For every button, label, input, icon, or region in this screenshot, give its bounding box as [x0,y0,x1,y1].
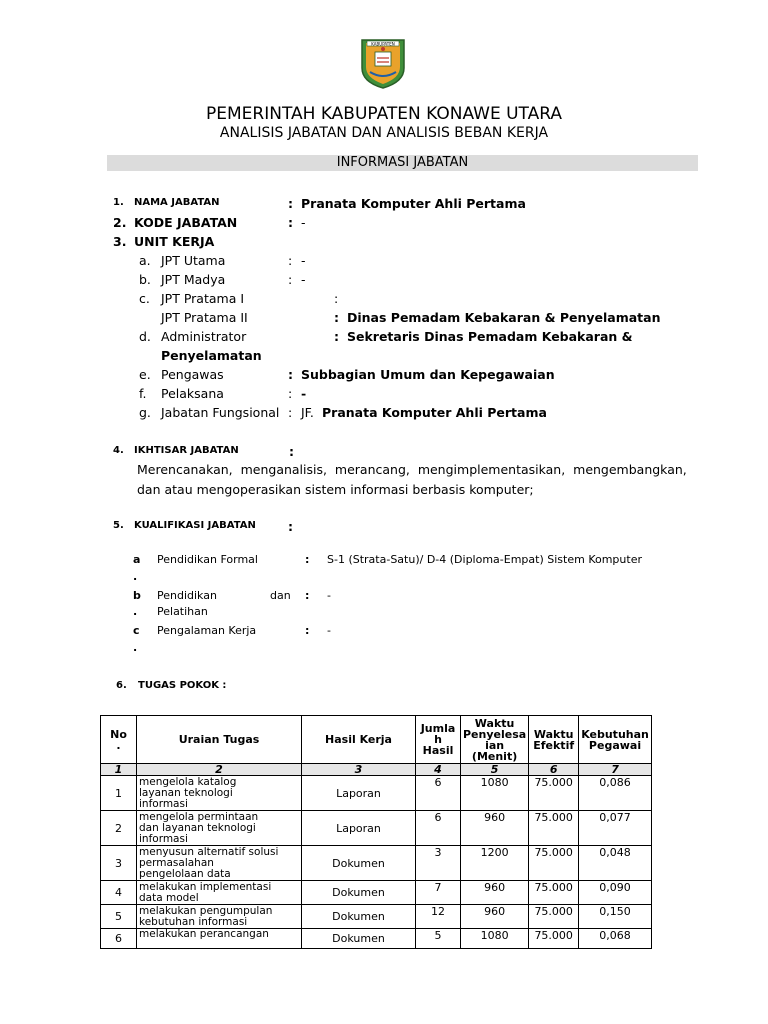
colon: : [288,272,293,287]
row-jumlah: 6 [416,776,461,811]
row-hasil: Dokumen [302,929,416,949]
sub-letter: d. [139,329,151,344]
row-efektif: 75.000 [529,905,579,929]
pengalaman-label: Pengalaman Kerja [157,624,257,637]
row-uraian: mengelola katalog layanan teknologi informasi [137,776,302,811]
row-kebutuhan: 0,048 [579,846,652,881]
tugas-pokok-table [100,715,652,949]
administrator-value: Sekretaris Dinas Pemadam Kebakaran & [347,329,633,344]
item-number: 6. [116,680,127,691]
row-uraian: menyusun alternatif solusi permasalahan pengelolaan data [137,846,302,881]
row-hasil: Dokumen [302,881,416,905]
row-kebutuhan: 0,090 [579,881,652,905]
row-efektif: 75.000 [529,776,579,811]
sub-letter: b. [139,272,151,287]
pengalaman-value: - [327,624,331,637]
fungsional-value: Pranata Komputer Ahli Pertama [322,405,547,420]
jpt-utama-value: - [301,253,306,268]
row-waktu: 960 [461,881,529,905]
table-row [101,905,652,929]
sub-letter: b [133,589,141,602]
table-row [101,776,652,811]
colon: : [288,405,293,420]
document-subtitle: ANALISIS JABATAN DAN ANALISIS BEBAN KERJA [219,125,549,141]
sub-letter: c [133,624,140,637]
ikhtisar-line-2: dan atau mengoperasikan sistem informasi berbasis komputer; [137,482,534,497]
row-uraian: mengelola permintaan dan layanan teknologi informasi [137,811,302,846]
colon: : [305,553,310,566]
sub-letter: c. [139,291,150,306]
row-kebutuhan: 0,068 [579,929,652,949]
pendidikan-pelatihan-label-mid: dan [270,589,291,602]
jpt-pratama-2-value: Dinas Pemadam Kebakaran & Penyelamatan [347,310,661,325]
ikhtisar-label: IKHTISAR JABATAN [134,445,239,456]
colon: : [288,215,293,230]
administrator-label: Administrator [161,329,247,344]
pendidikan-pelatihan-label-2: Pelatihan [157,605,208,618]
tugas-pokok-label: TUGAS POKOK : [138,680,227,691]
kabupaten-logo [356,34,410,90]
administrator-value-cont: Penyelamatan [161,348,262,363]
item-number: 3. [113,234,127,249]
sub-letter: e. [139,367,151,382]
jpt-pratama-1-label: JPT Pratama I [161,291,245,306]
row-efektif: 75.000 [529,846,579,881]
row-waktu: 960 [461,905,529,929]
row-waktu: 1080 [461,929,529,949]
fungsional-label: Jabatan Fungsional [161,405,280,420]
sub-letter: a [133,553,141,566]
header-kebutuhan: Kebutuhan Pegawai [579,716,652,764]
pengawas-label: Pengawas [161,367,224,382]
sub-letter: a. [139,253,151,268]
row-efektif: 75.000 [529,929,579,949]
row-no: 1 [101,776,137,811]
header-waktu-efektif: Waktu Efektif [529,716,579,764]
sub-dot: . [133,570,138,583]
header-jumlah: Jumla h Hasil [416,716,461,764]
row-no: 6 [101,929,137,949]
svg-text:KABUPATEN: KABUPATEN [371,41,395,47]
jpt-madya-label: JPT Madya [161,272,226,287]
colon: : [305,589,310,602]
column-number: 6 [529,764,579,776]
row-jumlah: 7 [416,881,461,905]
colon: : [289,444,294,459]
row-jumlah: 3 [416,846,461,881]
row-jumlah: 6 [416,811,461,846]
item-number: 2. [113,215,127,230]
row-hasil: Dokumen [302,905,416,929]
kode-jabatan-value: - [301,215,306,230]
column-number: 2 [137,764,302,776]
colon: : [334,310,339,325]
row-hasil: Laporan [302,776,416,811]
row-no: 2 [101,811,137,846]
ikhtisar-line-1: Merencanakan, menganalisis, merancang, mengimplementasikan, mengembangkan, [137,462,687,477]
row-efektif: 75.000 [529,881,579,905]
row-waktu: 1200 [461,846,529,881]
sub-letter: f. [139,386,147,401]
pendidikan-pelatihan-label: Pendidikan [157,589,217,602]
colon: : [288,196,293,211]
kualifikasi-label: KUALIFIKASI JABATAN [134,520,256,531]
jpt-madya-value: - [301,272,306,287]
colon: : [288,367,293,382]
sub-dot: . [133,641,138,654]
jpt-utama-label: JPT Utama [161,253,226,268]
column-number: 3 [302,764,416,776]
column-number-row [101,764,652,776]
row-efektif: 75.000 [529,811,579,846]
row-waktu: 960 [461,811,529,846]
row-no: 5 [101,905,137,929]
colon: : [334,291,339,306]
colon: : [288,386,293,401]
row-kebutuhan: 0,150 [579,905,652,929]
column-number: 5 [461,764,529,776]
pendidikan-pelatihan-value: - [327,589,331,602]
row-no: 3 [101,846,137,881]
column-number: 7 [579,764,652,776]
nama-jabatan-label: NAMA JABATAN [134,197,220,208]
pendidikan-formal-value: S-1 (Strata-Satu)/ D-4 (Diploma-Empat) Sistem Komputer [327,553,642,566]
item-number: 4. [113,445,124,456]
nama-jabatan-value: Pranata Komputer Ahli Pertama [301,196,526,211]
section-title-bar: INFORMASI JABATAN [107,155,698,171]
row-hasil: Laporan [302,811,416,846]
table-row [101,881,652,905]
kode-jabatan-label: KODE JABATAN [134,215,238,230]
header-no: No . [101,716,137,764]
sub-dot: . [133,605,138,618]
unit-kerja-label: UNIT KERJA [134,234,215,249]
pelaksana-value: - [301,386,307,401]
pelaksana-label: Pelaksana [161,386,224,401]
row-jumlah: 5 [416,929,461,949]
fungsional-prefix: JF. [301,405,314,420]
row-no: 4 [101,881,137,905]
row-jumlah: 12 [416,905,461,929]
header-waktu-penyelesaian: Waktu Penyelesa ian (Menit) [461,716,529,764]
item-number: 5. [113,520,124,531]
pendidikan-formal-label: Pendidikan Formal [157,553,258,566]
row-uraian: melakukan implementasi data model [137,881,302,905]
sub-letter: g. [139,405,151,420]
column-number: 1 [101,764,137,776]
row-kebutuhan: 0,077 [579,811,652,846]
colon: : [305,624,310,637]
table-row [101,929,652,949]
table-header-row [101,716,652,764]
table-row [101,846,652,881]
header-hasil: Hasil Kerja [302,716,416,764]
document-title: PEMERINTAH KABUPATEN KONAWE UTARA [206,104,562,124]
table-row [101,811,652,846]
pengawas-value: Subbagian Umum dan Kepegawaian [301,367,555,382]
jpt-pratama-2-label: JPT Pratama II [161,310,248,325]
row-hasil: Dokumen [302,846,416,881]
colon: : [288,519,293,534]
column-number: 4 [416,764,461,776]
row-kebutuhan: 0,086 [579,776,652,811]
row-uraian: melakukan perancangan [137,929,302,949]
colon: : [334,329,339,344]
colon: : [288,253,293,268]
row-waktu: 1080 [461,776,529,811]
row-uraian: melakukan pengumpulan kebutuhan informasi [137,905,302,929]
header-uraian: Uraian Tugas [137,716,302,764]
item-number: 1. [113,197,124,208]
